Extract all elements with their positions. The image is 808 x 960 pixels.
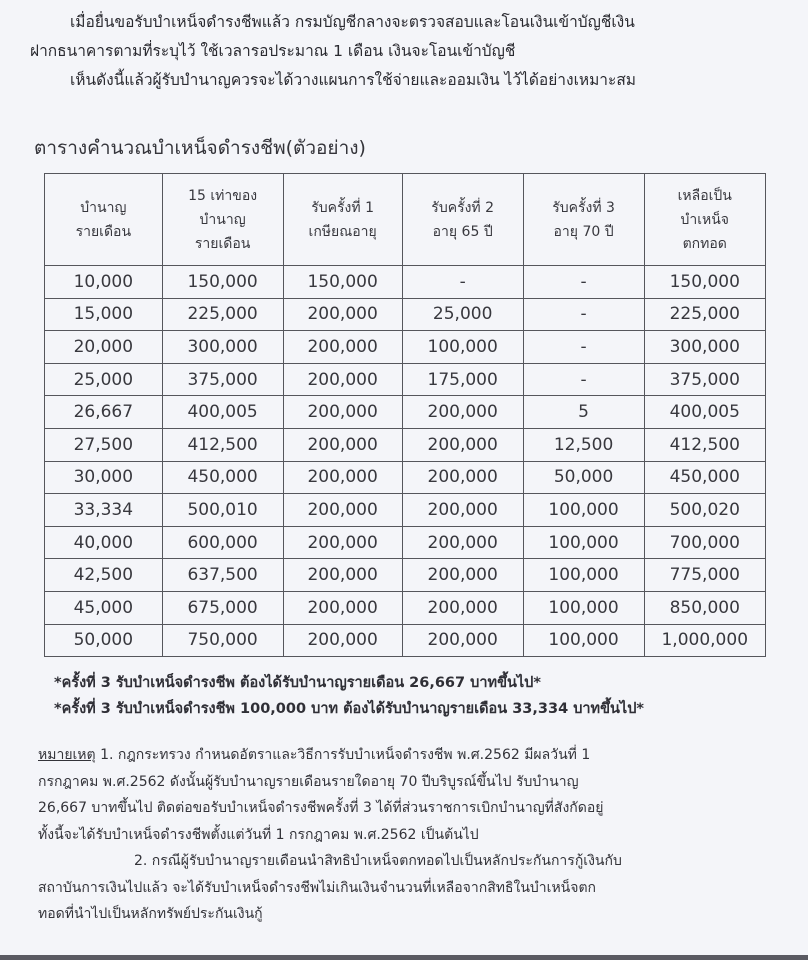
table-cell: 400,005 xyxy=(644,396,766,429)
intro-line-3: เห็นดังนี้แล้วผู้รับบำนาญควรจะได้วางแผนการใช้จ่ายและออมเงิน ไว้ได้อย่างเหมาะสม xyxy=(70,71,637,89)
table-cell: 175,000 xyxy=(402,363,523,396)
table-row xyxy=(45,363,766,396)
table-cell: - xyxy=(402,266,523,299)
table-cell: 50,000 xyxy=(523,461,644,494)
table-row xyxy=(45,428,766,461)
table-row xyxy=(45,461,766,494)
table-row xyxy=(45,494,766,527)
table-cell: 200,000 xyxy=(283,526,402,559)
table-row xyxy=(45,591,766,624)
table-cell: 100,000 xyxy=(523,494,644,527)
table-row xyxy=(45,331,766,364)
table-cell: 412,500 xyxy=(162,428,283,461)
table-cell: 20,000 xyxy=(45,331,163,364)
remarks-label: หมายเหตุ xyxy=(38,747,96,763)
table-cell: 150,000 xyxy=(644,266,766,299)
star-note-1: *ครั้งที่ 3 รับบำเหน็จดำรงชีพ ต้องได้รับบำนาญรายเดือน 26,667 บาทขึ้นไป* xyxy=(54,675,541,691)
table-cell: 200,000 xyxy=(402,461,523,494)
table-cell: 100,000 xyxy=(523,591,644,624)
table-cell: 150,000 xyxy=(162,266,283,299)
header-remaining-inheritance: เหลือเป็น บำเหน็จ ตกทอด xyxy=(644,174,766,266)
table-cell: 775,000 xyxy=(644,559,766,592)
remark-2-line-1: 2. กรณีผู้รับบำนาญรายเดือนนำสิทธิบำเหน็จตกทอดไปเป็นหลักประกันการกู้เงินกับ xyxy=(134,853,622,869)
table-cell: - xyxy=(523,298,644,331)
table-cell: 450,000 xyxy=(162,461,283,494)
table-cell: 300,000 xyxy=(644,331,766,364)
table-cell: 200,000 xyxy=(283,298,402,331)
table-cell: 700,000 xyxy=(644,526,766,559)
table-cell: 25,000 xyxy=(45,363,163,396)
table-cell: 10,000 xyxy=(45,266,163,299)
intro-paragraph xyxy=(0,8,808,95)
table-row xyxy=(45,559,766,592)
remark-2-line-3: ทอดที่นำไปเป็นหลักทรัพย์ประกันเงินกู้ xyxy=(38,906,263,922)
table-cell: 200,000 xyxy=(402,494,523,527)
table-cell: 27,500 xyxy=(45,428,163,461)
table-cell: 25,000 xyxy=(402,298,523,331)
table-cell: 200,000 xyxy=(402,428,523,461)
table-cell: 200,000 xyxy=(283,396,402,429)
remark-1-line-3: 26,667 บาทขึ้นไป ติดต่อขอรับบำเหน็จดำรงชีพครั้งที่ 3 ได้ที่ส่วนราชการเบิกบำนาญที่สังกัดอยู่ xyxy=(38,800,604,816)
table-cell: 225,000 xyxy=(162,298,283,331)
intro-line-2: ฝากธนาคารตามที่ระบุไว้ ใช้เวลารอประมาณ 1 เดือน เงินจะโอนเข้าบัญชี xyxy=(30,42,516,60)
table-cell: 100,000 xyxy=(523,526,644,559)
header-third-payment: รับครั้งที่ 3 อายุ 70 ปี xyxy=(523,174,644,266)
table-cell: 225,000 xyxy=(644,298,766,331)
table-cell: 100,000 xyxy=(523,559,644,592)
table-row xyxy=(45,526,766,559)
table-cell: 850,000 xyxy=(644,591,766,624)
table-header-row xyxy=(45,174,766,266)
table-cell: 200,000 xyxy=(402,396,523,429)
table-title: ตารางคำนวณบำเหน็จดำรงชีพ(ตัวอย่าง) xyxy=(34,137,366,159)
table-cell: 637,500 xyxy=(162,559,283,592)
table-cell: 500,010 xyxy=(162,494,283,527)
header-first-payment: รับครั้งที่ 1 เกษียณอายุ xyxy=(283,174,402,266)
table-cell: 300,000 xyxy=(162,331,283,364)
table-row xyxy=(45,266,766,299)
header-second-payment: รับครั้งที่ 2 อายุ 65 ปี xyxy=(402,174,523,266)
table-cell: 200,000 xyxy=(402,624,523,657)
header-15x-monthly-pension: 15 เท่าของ บำนาญ รายเดือน xyxy=(162,174,283,266)
table-cell: 100,000 xyxy=(402,331,523,364)
header-monthly-pension: บำนาญ รายเดือน xyxy=(45,174,163,266)
table-cell: 200,000 xyxy=(283,559,402,592)
table-cell: 412,500 xyxy=(644,428,766,461)
star-note-2: *ครั้งที่ 3 รับบำเหน็จดำรงชีพ 100,000 บาท ต้องได้รับบำนาญรายเดือน 33,334 บาทขึ้นไป* xyxy=(54,701,645,717)
table-cell: 600,000 xyxy=(162,526,283,559)
table-row xyxy=(45,624,766,657)
table-cell: 450,000 xyxy=(644,461,766,494)
table-body xyxy=(45,266,766,657)
remark-1-line-1: หมายเหตุ 1. กฎกระทรวง กำหนดอัตราและวิธีการรับบำเหน็จดำรงชีพ พ.ศ.2562 มีผลวันที่ 1 xyxy=(38,747,591,763)
table-cell: - xyxy=(523,331,644,364)
table-cell: 100,000 xyxy=(523,624,644,657)
table-row xyxy=(45,396,766,429)
table-cell: 45,000 xyxy=(45,591,163,624)
table-cell: 200,000 xyxy=(283,461,402,494)
table-cell: 1,000,000 xyxy=(644,624,766,657)
pension-calculation-table xyxy=(44,173,766,657)
table-cell: 200,000 xyxy=(402,559,523,592)
page-bottom-edge xyxy=(0,955,808,960)
table-cell: 200,000 xyxy=(402,591,523,624)
star-notes xyxy=(54,670,644,722)
table-cell: 200,000 xyxy=(402,526,523,559)
table-cell: 200,000 xyxy=(283,494,402,527)
table-cell: 375,000 xyxy=(644,363,766,396)
table-cell: 675,000 xyxy=(162,591,283,624)
remark-2-line-2: สถาบันการเงินไปแล้ว จะได้รับบำเหน็จดำรงชีพไม่เกินเงินจำนวนที่เหลือจากสิทธิในบำเหน็จตก xyxy=(38,879,597,896)
table-cell: 200,000 xyxy=(283,428,402,461)
table-cell: 30,000 xyxy=(45,461,163,494)
remarks-section xyxy=(38,742,778,928)
table-cell: 12,500 xyxy=(523,428,644,461)
table-cell: - xyxy=(523,363,644,396)
table-row xyxy=(45,298,766,331)
remark-1-line-4: ทั้งนี้จะได้รับบำเหน็จดำรงชีพตั้งแต่วันที่ 1 กรกฎาคม พ.ศ.2562 เป็นต้นไป xyxy=(38,826,479,843)
table-cell: 375,000 xyxy=(162,363,283,396)
table-cell: 200,000 xyxy=(283,363,402,396)
table-cell: 15,000 xyxy=(45,298,163,331)
table-cell: 50,000 xyxy=(45,624,163,657)
remark-1-line-2: กรกฎาคม พ.ศ.2562 ดังนั้นผู้รับบำนาญรายเดือนรายใดอายุ 70 ปีบริบูรณ์ขึ้นไป รับบำนาญ xyxy=(38,773,579,790)
table-cell: 150,000 xyxy=(283,266,402,299)
table-cell: 42,500 xyxy=(45,559,163,592)
table-cell: 200,000 xyxy=(283,624,402,657)
table-cell: 200,000 xyxy=(283,591,402,624)
table-cell: 40,000 xyxy=(45,526,163,559)
table-cell: 400,005 xyxy=(162,396,283,429)
table-cell: 5 xyxy=(523,396,644,429)
table-cell: 750,000 xyxy=(162,624,283,657)
intro-line-1: เมื่อยื่นขอรับบำเหน็จดำรงชีพแล้ว กรมบัญชีกลางจะตรวจสอบและโอนเงินเข้าบัญชีเงิน xyxy=(70,13,635,31)
table-cell: 500,020 xyxy=(644,494,766,527)
table-cell: 200,000 xyxy=(283,331,402,364)
table-cell: 26,667 xyxy=(45,396,163,429)
table-cell: 33,334 xyxy=(45,494,163,527)
table-cell: - xyxy=(523,266,644,299)
